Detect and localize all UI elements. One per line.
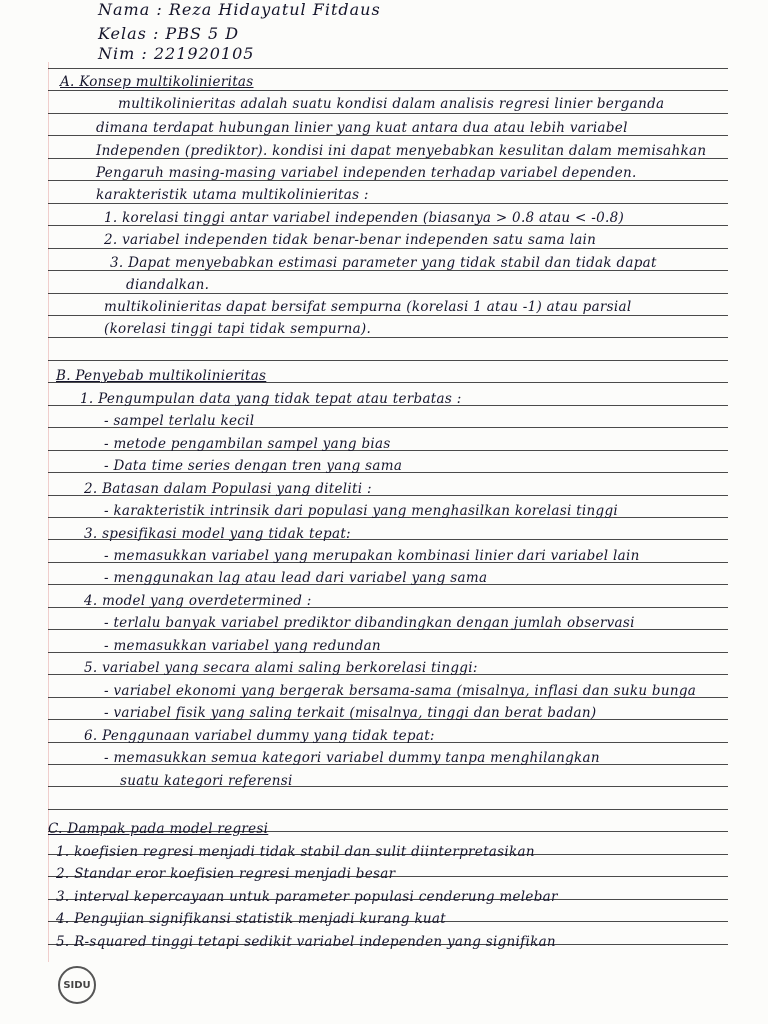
- section-a-heading: A. Konsep multikolinieritas: [60, 74, 254, 90]
- ruled-line: [48, 203, 728, 204]
- ruled-line: [48, 360, 728, 361]
- text-line: - variabel fisik yang saling terkait (misalnya, tinggi dan berat badan): [104, 705, 597, 721]
- header-nama: Nama : Reza Hidayatul Fitdaus: [98, 0, 381, 19]
- text-line: Pengaruh masing-masing variabel independen terhadap variabel dependen.: [96, 165, 637, 181]
- text-line: 5. R-squared tinggi tetapi sedikit variabel independen yang signifikan: [56, 934, 556, 950]
- header-nim: Nim : 221920105: [98, 44, 255, 63]
- text-line: karakteristik utama multikolinieritas :: [96, 187, 369, 203]
- header-kelas: Kelas : PBS 5 D: [98, 24, 240, 43]
- text-line: 1. Pengumpulan data yang tidak tepat atau terbatas :: [80, 391, 462, 407]
- ruled-line: [48, 293, 728, 294]
- text-line: 3. interval kepercayaan untuk parameter populasi cenderung melebar: [56, 889, 558, 905]
- text-line: 2. Batasan dalam Populasi yang diteliti :: [84, 481, 372, 497]
- text-line: diandalkan.: [126, 277, 210, 293]
- text-line: 2. variabel independen tidak benar-benar independen satu sama lain: [104, 232, 597, 248]
- text-line: 4. model yang overdetermined :: [84, 593, 312, 609]
- text-line: multikolinieritas adalah suatu kondisi dalam analisis regresi linier berganda: [118, 96, 665, 112]
- text-line: - terlalu banyak variabel prediktor dibandingkan dengan jumlah observasi: [104, 615, 635, 631]
- ruled-line: [48, 248, 728, 249]
- section-b-heading: B. Penyebab multikolinieritas: [56, 368, 267, 384]
- text-line: - variabel ekonomi yang bergerak bersama-sama (misalnya, inflasi dan suku bunga: [104, 683, 697, 699]
- text-line: - sampel terlalu kecil: [104, 413, 255, 429]
- text-line: - menggunakan lag atau lead dari variabel yang sama: [104, 570, 488, 586]
- text-line: 6. Penggunaan variabel dummy yang tidak tepat:: [84, 728, 435, 744]
- text-line: (korelasi tinggi tapi tidak sempurna).: [104, 321, 372, 337]
- text-line: 3. spesifikasi model yang tidak tepat:: [84, 526, 351, 542]
- text-line: 5. variabel yang secara alami saling berkorelasi tinggi:: [84, 660, 478, 676]
- text-line: suatu kategori referensi: [120, 773, 293, 789]
- ruled-line: [48, 315, 728, 316]
- text-line: multikolinieritas dapat bersifat sempurna (korelasi 1 atau -1) atau parsial: [104, 299, 632, 315]
- text-line: - memasukkan variabel yang merupakan kombinasi linier dari variabel lain: [104, 548, 640, 564]
- text-line: - memasukkan variabel yang redundan: [104, 638, 381, 654]
- text-line: 1. koefisien regresi menjadi tidak stabil dan sulit diinterpretasikan: [56, 844, 535, 860]
- text-line: 1. korelasi tinggi antar variabel independen (biasanya > 0.8 atau < -0.8): [104, 210, 625, 226]
- ruled-line: [48, 68, 728, 69]
- text-line: - karakteristik intrinsik dari populasi yang menghasilkan korelasi tinggi: [104, 503, 619, 519]
- ruled-line: [48, 809, 728, 810]
- ruled-line: [48, 113, 728, 114]
- text-line: - Data time series dengan tren yang sama: [104, 458, 403, 474]
- text-line: - memasukkan semua kategori variabel dummy tanpa menghilangkan: [104, 750, 600, 766]
- text-line: 3. Dapat menyebabkan estimasi parameter yang tidak stabil dan tidak dapat: [110, 255, 657, 271]
- text-line: Independen (prediktor). kondisi ini dapat menyebabkan kesulitan dalam memisahkan: [96, 143, 707, 159]
- text-line: dimana terdapat hubungan linier yang kuat antara dua atau lebih variabel: [96, 120, 628, 136]
- text-line: 4. Pengujian signifikansi statistik menjadi kurang kuat: [56, 911, 446, 927]
- text-line: - metode pengambilan sampel yang bias: [104, 436, 391, 452]
- sidu-logo-stamp: SIDU: [58, 966, 96, 1004]
- section-c-heading: C. Dampak pada model regresi: [48, 821, 269, 837]
- text-line: 2. Standar eror koefisien regresi menjadi besar: [56, 866, 396, 882]
- ruled-line: [48, 90, 728, 91]
- ruled-line: [48, 337, 728, 338]
